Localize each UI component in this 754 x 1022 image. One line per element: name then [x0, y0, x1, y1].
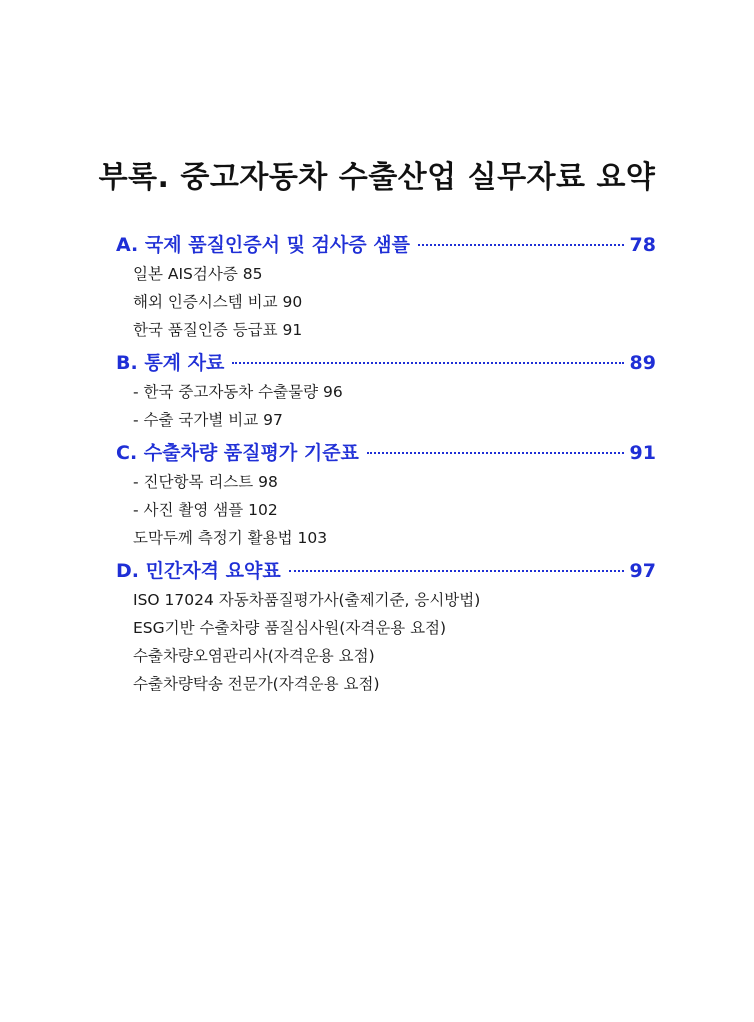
toc-section-a-label: A. 국제 품질인증서 및 검사증 샘플 [116, 234, 410, 256]
toc-item[interactable]: - 사진 촬영 샘플 102 [133, 501, 278, 519]
toc-item[interactable]: 도막두께 측정기 활용법 103 [133, 529, 328, 547]
toc-section-c-items [116, 468, 656, 552]
toc-section-d-page: 97 [629, 560, 656, 582]
dot-leader [289, 570, 624, 572]
toc-section-b-heading[interactable] [116, 348, 656, 378]
dot-leader [232, 362, 623, 364]
toc-section-d-items [116, 586, 656, 698]
toc-item[interactable]: 수출차량탁송 전문가(자격운용 요점) [133, 675, 380, 693]
toc-item[interactable]: - 진단항목 리스트 98 [133, 473, 278, 491]
toc-section-a-heading[interactable] [116, 230, 656, 260]
toc-item[interactable]: - 수출 국가별 비교 97 [133, 411, 283, 429]
toc-section-a-page: 78 [629, 234, 656, 256]
toc-item[interactable]: ISO 17024 자동차품질평가사(출제기준, 응시방법) [133, 591, 481, 609]
toc-section-a-items [116, 260, 656, 344]
toc-section-b-page: 89 [629, 352, 656, 374]
toc-section-c-label: C. 수출차량 품질평가 기준표 [116, 442, 359, 464]
toc-item[interactable]: 일본 AIS검사증 85 [133, 265, 263, 283]
toc-item[interactable]: 수출차량오염관리사(자격운용 요점) [133, 647, 375, 665]
page-title: 부록. 중고자동차 수출산업 실무자료 요약 [98, 160, 656, 195]
dot-leader [367, 452, 624, 454]
toc-section-d-label: D. 민간자격 요약표 [116, 560, 281, 582]
table-of-contents [116, 230, 656, 698]
toc-item[interactable]: 한국 품질인증 등급표 91 [133, 321, 303, 339]
dot-leader [418, 244, 624, 246]
toc-section-c-heading[interactable] [116, 438, 656, 468]
toc-section-b-items [116, 378, 656, 434]
toc-item[interactable]: ESG기반 수출차량 품질심사원(자격운용 요점) [133, 619, 447, 637]
toc-section-d-heading[interactable] [116, 556, 656, 586]
toc-section-b-label: B. 통계 자료 [116, 352, 225, 374]
toc-item[interactable]: - 한국 중고자동차 수출물량 96 [133, 383, 343, 401]
toc-item[interactable]: 해외 인증시스템 비교 90 [133, 293, 303, 311]
toc-section-c-page: 91 [629, 442, 656, 464]
